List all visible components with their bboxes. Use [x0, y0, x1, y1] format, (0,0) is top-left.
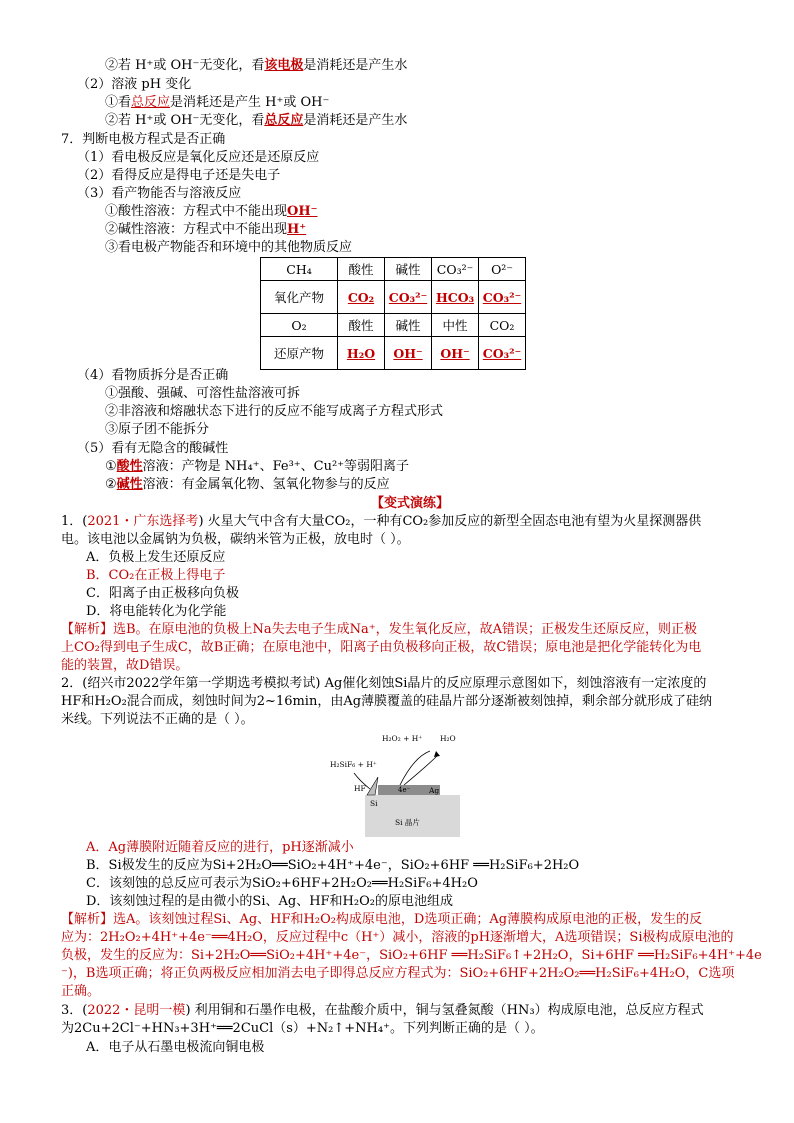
si-column [367, 777, 378, 795]
key-term: OH⁻ [287, 204, 318, 219]
intro-line-3: ①看总反应是消耗还是产生 H⁺或 OH⁻ [105, 95, 330, 110]
q1-analysis-line-3: 能的装置，故D错误。 [61, 658, 189, 673]
q2-option-b: B．Si极发生的反应为Si+2H₂O══SiO₂+4H⁺+4e⁻，SiO₂+6HF ══H₂SiF₆+2H₂O [86, 858, 580, 873]
table-cell: 还原产物 [261, 337, 338, 370]
section-7-item-4b: ②非溶液和熔融状态下进行的反应不能写成离子方程式形式 [105, 404, 444, 419]
q1-option-d: D．将电能转化为化学能 [86, 604, 227, 619]
section-7-item-1: （1）看电极反应是氧化反应还是还原反应 [77, 150, 320, 165]
table-cell: 碱性 [385, 314, 432, 337]
table-cell: CO₂ [479, 314, 526, 337]
table-cell: O₂ [261, 314, 338, 337]
q3-stem-line-1: 3．(2022・昆明一模) 利用铜和石墨作电极，在盐酸介质中，铜与氢叠氮酸（HN₃）构成原电池，总反应方程式 [61, 1003, 704, 1018]
table-cell: 中性 [432, 314, 479, 337]
intro-line-2: （2）溶液 pH 变化 [77, 77, 192, 92]
q2-option-a: A．Ag薄膜附近随着反应的进行，pH逐渐减小 [86, 840, 354, 855]
table-cell: CO₂ [338, 281, 385, 314]
q1-option-b: B．CO₂在正极上得电子 [86, 568, 226, 583]
q2-analysis-line-3: 负极，发生的反应为：Si+2H₂O══SiO₂+4H⁺+4e⁻，SiO₂+6HF ══H₂SiF₆↑+2H₂O，Si+6HF ══H₂SiF₆+4H⁺+4e [61, 948, 762, 963]
q2-stem-line-3: 米线。下列说法不正确的是（ ）。 [61, 712, 254, 727]
q2-stem-line-2: HF和H₂O₂混合而成，刻蚀时间为2~16min，由Ag薄膜覆盖的硅晶片部分逐渐被刻蚀掉，剩余部分就形成了硅纳 [61, 694, 713, 709]
q1-stem-line-2: 电。该电池以金属钠为负极，碳纳米管为正极，放电时（ ）。 [61, 532, 410, 547]
q1-option-a: A．负极上发生还原反应 [86, 550, 226, 565]
table-row [261, 258, 526, 281]
q1-analysis-line-2: 上CO₂得到电子生成C，故B正确；在原电池中，阳离子由负极移向正极，故C错误；原电池是把化学能转化为电 [61, 640, 702, 655]
section-7-item-4: （4）看物质拆分是否正确 [77, 368, 229, 383]
table-cell: CO₃²⁻ [432, 258, 479, 281]
section-7-item-3b: ②碱性溶液：方程式中不能出现H⁺ [105, 222, 307, 237]
section-7-item-4c: ③原子团不能拆分 [105, 422, 210, 437]
question-source: 2021・广东选择考 [87, 514, 199, 529]
label-h2o: H₂O [440, 734, 456, 743]
table-row [261, 281, 526, 314]
intro-line-1: ②若 H⁺或 OH⁻无变化，看该电极是消耗还是产生水 [105, 58, 408, 73]
q2-option-c: C．该刻蚀的总反应可表示为SiO₂+6HF+2H₂O₂══H₂SiF₆+4H₂O [86, 876, 478, 891]
section-7-item-5: （5）看有无隐含的酸碱性 [77, 441, 229, 456]
q3-stem-line-2: 为2Cu+2Cl⁻+HN₃+3H⁺══2CuCl（s）+N₂↑+NH₄⁺。下列判断正确的是（ ）。 [61, 1021, 544, 1036]
product-table [260, 257, 526, 370]
section-7-item-4a: ①强酸、强碱、可溶性盐溶液可拆 [105, 386, 301, 401]
section-7-item-3c: ③看电极产物能否和环境中的其他物质反应 [105, 240, 353, 255]
key-term: 总反应 [131, 95, 171, 110]
label-h2o2: H₂O₂ + H⁺ [382, 734, 423, 743]
key-term: 该电极 [264, 58, 304, 73]
table-cell: 碱性 [385, 258, 432, 281]
key-term: 总反应 [264, 113, 304, 128]
table-cell: CH₄ [261, 258, 338, 281]
table-cell: H₂O [338, 337, 385, 370]
q1-stem-line-1: 1．(2021・广东选择考) 火星大气中含有大量CO₂，一种有CO₂参加反应的新型全固态电池有望为火星探测器供 [61, 514, 702, 529]
table-cell: CO₃²⁻ [479, 281, 526, 314]
table-cell: O²⁻ [479, 258, 526, 281]
q2-analysis-line-4: ⁻)，B选项正确；将正负两极反应相加消去电子即得总反应方程式为：SiO₂+6HF+2H₂O₂══H₂SiF₆+4H₂O，C选项 [61, 966, 735, 981]
table-cell: CO₃²⁻ [385, 281, 432, 314]
section-7-title: 7．判断电极方程式是否正确 [61, 132, 226, 147]
si-wafer [365, 795, 460, 837]
table-cell: 氧化产物 [261, 281, 338, 314]
practice-header: 【变式演练】 [371, 496, 450, 511]
q1-analysis-line-1: 【解析】选B。在原电池的负极上Na失去电子生成Na⁺，发生氧化反应，故A错误；正极发生还原反应，则正极 [61, 622, 698, 637]
intro-line-4: ②若 H⁺或 OH⁻无变化，看总反应是消耗还是产生水 [105, 113, 408, 128]
arrow-in [400, 751, 430, 785]
q2-analysis-line-5: 正确。 [61, 984, 101, 999]
table-cell: HCO₃ [432, 281, 479, 314]
section-7-item-3a: ①酸性溶液：方程式中不能出现OH⁻ [105, 204, 318, 219]
key-term: H⁺ [287, 222, 307, 237]
key-term: 碱性 [116, 477, 143, 492]
table-row [261, 314, 526, 337]
table-cell: 酸性 [338, 258, 385, 281]
arrow-head-icon [434, 751, 440, 757]
label-h2sif6: H₂SiF₆ + H⁺ [330, 760, 377, 769]
q2-option-d: D．该刻蚀过程的是由微小的Si、Ag、HF和H₂O₂的原电池组成 [86, 894, 453, 909]
label-wafer: Si 晶片 [395, 818, 420, 827]
table-cell: CO₃²⁻ [479, 337, 526, 370]
etching-diagram [330, 729, 460, 837]
section-7-item-5a: ①酸性溶液：产物是 NH₄⁺、Fe³⁺、Cu²⁺等弱阳离子 [105, 459, 410, 474]
label-ag: Ag [429, 786, 440, 795]
table-cell: 酸性 [338, 314, 385, 337]
q2-analysis-line-1: 【解析】选A。该刻蚀过程Si、Ag、HF和H₂O₂构成原电池，D选项正确；Ag薄膜构成原电池的正极，发生的反 [61, 912, 703, 927]
q1-option-c: C．阳离子由正极移向负极 [86, 586, 239, 601]
label-si: Si [370, 799, 378, 808]
table-cell: OH⁻ [385, 337, 432, 370]
table-cell: OH⁻ [432, 337, 479, 370]
table-row [261, 337, 526, 370]
label-hf: HF [354, 784, 366, 793]
section-7-item-5b: ②碱性溶液：有金属氧化物、氢氧化物参与的反应 [105, 477, 390, 492]
section-7-item-2: （2）看得反应是得电子还是失电子 [77, 168, 281, 183]
question-source: 2022・昆明一模 [87, 1003, 186, 1018]
q2-stem-line-1: 2．(绍兴市2022学年第一学期选考模拟考试) Ag催化刻蚀Si晶片的反应原理示意图如下，刻蚀溶液有一定浓度的 [61, 676, 707, 691]
key-term: 酸性 [116, 459, 143, 474]
section-7-item-3: （3）看产物能否与溶液反应 [77, 186, 242, 201]
label-electrons: 4e⁻ [398, 786, 411, 794]
q3-option-a: A．电子从石墨电极流向铜电极 [86, 1040, 265, 1055]
q2-analysis-line-2: 应为：2H₂O₂+4H⁺+4e⁻══4H₂O，反应过程中c（H⁺）减小，溶液的pH逐渐增大，A选项错误；Si极构成原电池的 [61, 930, 734, 945]
